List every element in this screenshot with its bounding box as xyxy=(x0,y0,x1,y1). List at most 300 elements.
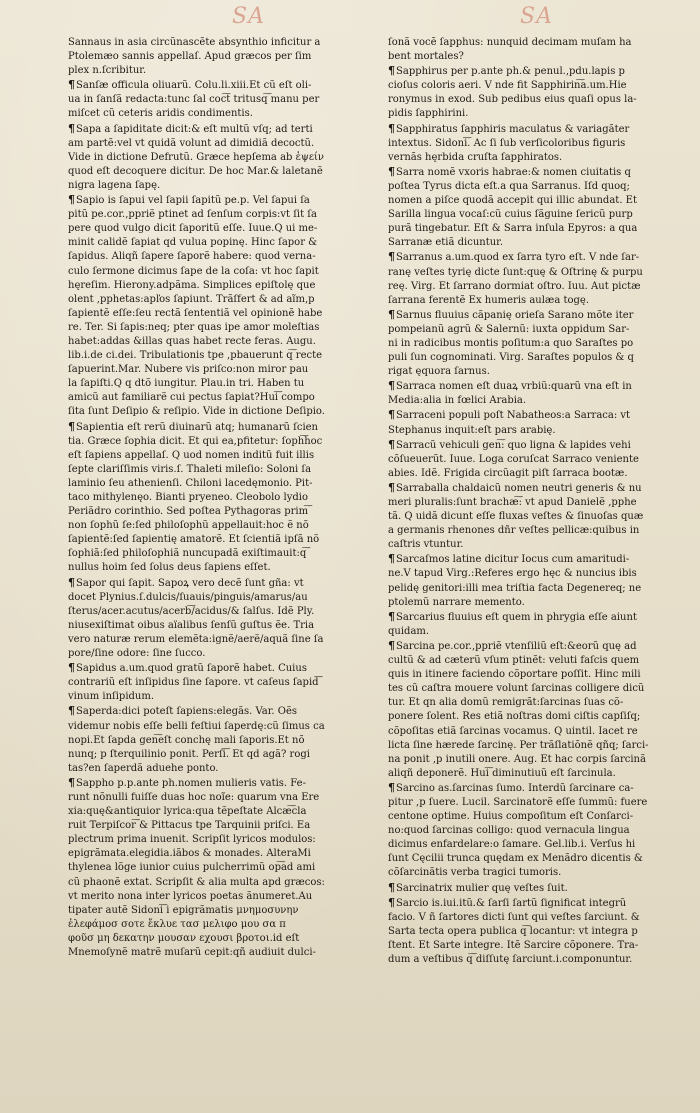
text-line-content: na ponit ,p inutili onere. Aug. Et hac corpis ſarcinã xyxy=(388,753,646,765)
text-line-content: plectrum prima inuenit. Scripſit lyricos modulos: xyxy=(68,834,316,846)
text-line-content: ruit Terpiſcor͠ & Pittacus tpe Tarquinii priſci. Ea xyxy=(68,820,311,832)
text-line xyxy=(68,64,374,78)
text-line xyxy=(68,605,374,619)
text-line xyxy=(388,180,686,194)
text-line-content: Stephanus inquit:eſt pars arabię. xyxy=(388,424,556,436)
text-line-content: Sarranus a.um.quod ex ſarra tyro eſt. V nde ſar- xyxy=(396,252,640,264)
text-line xyxy=(68,50,374,64)
text-line xyxy=(68,250,374,264)
pilcrow-icon: ¶ xyxy=(388,895,395,909)
text-line xyxy=(388,796,686,810)
pilcrow-icon: ¶ xyxy=(68,193,75,207)
text-line xyxy=(68,405,374,419)
text-line-content: Media:alia in fœlici Arabia. xyxy=(388,395,527,407)
text-line xyxy=(388,467,686,481)
text-line xyxy=(388,165,686,180)
text-line xyxy=(68,505,374,519)
pilcrow-icon: ¶ xyxy=(68,575,75,589)
text-line-content: Sarcinatrix mulier quę veſtes ſuit. xyxy=(396,882,568,894)
dictionary-entry xyxy=(68,122,374,193)
text-line xyxy=(388,351,686,365)
dictionary-entry xyxy=(388,481,686,552)
text-line xyxy=(388,654,686,668)
text-line xyxy=(388,668,686,682)
text-line xyxy=(388,881,686,896)
text-line xyxy=(68,78,374,93)
text-line xyxy=(388,236,686,250)
pilcrow-icon: ¶ xyxy=(388,164,395,178)
marginal-marks xyxy=(0,4,700,32)
text-line-content: Sarcaſmos latine dicitur Iocus cum amaritudi- xyxy=(396,554,630,566)
text-line xyxy=(388,911,686,925)
text-line-content: Sapa a ſapiditate dicit:& eſt multũ vſq; ad terti xyxy=(76,123,313,135)
pilcrow-icon: ¶ xyxy=(388,64,395,78)
text-line-content: non ſophũ ſe:ſed philoſophũ appellauit:hoc ẽ nõ xyxy=(68,520,309,532)
text-line xyxy=(68,449,374,463)
text-line-content: caſtris vtuntur. xyxy=(388,539,464,551)
text-line-content: a germanis rhenones dñr veſtes pellicæ:quibus in xyxy=(388,525,640,537)
text-line xyxy=(388,394,686,408)
text-line-content: vero naturæ rerum elemẽta:ignẽ/aerẽ/aquã ſine ſa xyxy=(68,633,324,645)
text-line xyxy=(388,739,686,753)
text-line xyxy=(68,932,374,946)
text-line-content: Sanſæ officula oliuarũ. Colu.li.xiii.Et cũ eſt oli- xyxy=(76,80,312,92)
text-line xyxy=(68,122,374,137)
text-line xyxy=(68,137,374,151)
text-line xyxy=(388,379,686,394)
text-line-content: nigra lagena ſapę. xyxy=(68,179,161,191)
dictionary-entry xyxy=(388,781,686,881)
text-line xyxy=(388,567,686,581)
text-line-content: cultũ & ad cæterũ vſum ptinẽt: veluti faſcis quem xyxy=(388,655,640,667)
text-line-content: hęreſim. Hierony.adpãma. Simplices epiſtolę que xyxy=(68,279,316,291)
text-line-content: reę. Virg. Et ſarrano dormiat oſtro. Iuu. Aut pictæ xyxy=(388,280,641,292)
text-line-content: am partẽ:vel vt quidã volunt ad dimidiã decoctũ. xyxy=(68,137,315,149)
text-line-content: Sapor qui ſapit. Sapoꝝ vero decẽ ſunt gña: vt xyxy=(76,577,304,589)
text-line-content: ſonã vocẽ ſapphus: nunquid decimam muſam ha xyxy=(388,37,632,48)
text-line xyxy=(68,533,374,547)
text-line-content: Sarraca nomen eſt duaꝝ vrbiũ:quarũ vna eſt in xyxy=(396,381,632,393)
text-line-content: meri pluralis:ſunt brachæ͠: vt apud Danielẽ ,pphe xyxy=(388,497,637,508)
text-line-content: ſunt Cęcilii trunca quędam ex Menãdro dicentis & xyxy=(388,853,643,865)
text-line-content: bent mortales? xyxy=(388,51,464,63)
pilcrow-icon: ¶ xyxy=(388,552,395,566)
text-line-content: Sarraballa chaldaicũ nomen neutri generis & nu xyxy=(396,482,642,494)
text-line-content: runt nõnulli fuiſſe duas hoc noĩe: quarum vna Ere xyxy=(68,791,320,803)
text-line-content: Sapio is ſapui vel ſapii ſapitũ pe.p. Vel ſapui ſa xyxy=(76,195,310,207)
text-line-content: tipater autẽ Sidoni͠ i epigrãmatis μνημοσυνην xyxy=(68,904,299,916)
text-line xyxy=(68,363,374,377)
text-line-content: tes cũ caſtra mouere volunt ſarcinas colligere dicũ xyxy=(388,683,645,695)
text-line-content: no:quod ſarcinas colligo: quod vernacula lingua xyxy=(388,825,630,837)
dictionary-entry xyxy=(388,408,686,437)
pilcrow-icon: ¶ xyxy=(388,250,395,264)
text-line xyxy=(68,805,374,819)
dictionary-entry xyxy=(68,661,374,704)
text-line-content: ſarrana ferentẽ Ex humeris aulæa togę. xyxy=(388,294,590,306)
text-line xyxy=(388,64,686,79)
text-line-content: cõſueuerũt. Iuue. Loga coruſcat Sarraco veniente xyxy=(388,453,639,465)
text-line-content: ua in ſanſã redacta:tunc ſal coc͠t tritusq͠ manu per xyxy=(68,94,320,106)
text-line xyxy=(68,661,374,676)
text-line xyxy=(68,349,374,363)
text-line-content: ſapientẽ:ſed ſapientię amatorẽ. Et ſcientiã ipſã nõ xyxy=(68,534,320,546)
text-line xyxy=(388,208,686,222)
text-line-content: ponere ſolent. Res etiã noſtras domi ciſtis capſiſq; xyxy=(388,711,641,723)
pilcrow-icon: ¶ xyxy=(388,880,395,894)
text-line xyxy=(388,838,686,852)
text-line-content: ſtent. Et Sarte integre. Itẽ Sarcire cõponere. Tra- xyxy=(388,939,639,951)
pilcrow-icon: ¶ xyxy=(68,121,75,135)
dictionary-entry xyxy=(68,704,374,775)
text-line xyxy=(68,179,374,193)
text-line-content: videmur nobis eſſe belli feſtiui ſaperdę:cũ ſimus ca xyxy=(68,720,325,732)
text-line xyxy=(388,438,686,453)
text-line xyxy=(68,377,374,391)
text-line xyxy=(388,510,686,524)
text-line-content: Saperda:dici poteſt ſapiens:elegãs. Var. Oẽs xyxy=(76,706,298,718)
text-line xyxy=(68,776,374,791)
text-line-content: pitũ pe.cor.,ppriẽ ptinet ad ſenſum corpis:vt ſit ſa xyxy=(68,209,317,221)
text-line-content: niusexiſtimat oibus aïalibus ſenſũ guſtus ẽe. Tria xyxy=(68,619,315,631)
text-line-content: poſtea Tyrus dicta eſt.a qua Sarranus. Iſd quoq; xyxy=(388,180,630,192)
text-line-content: ſapidus. Aliqñ ſapere ſaporẽ habere: quod verna- xyxy=(68,251,316,263)
text-line-content: Sarcio is.iui.itũ.& ſarſi ſartũ ſignificat integrũ xyxy=(396,897,627,909)
text-line xyxy=(388,137,686,151)
text-line xyxy=(68,876,374,890)
text-line xyxy=(68,748,374,762)
text-line xyxy=(68,93,374,107)
dictionary-entry xyxy=(68,36,374,78)
text-line xyxy=(68,477,374,491)
text-line xyxy=(388,496,686,510)
text-line-content: cioſus coloris aeri. V nde fit Sapphirin͠a.um.Hie xyxy=(388,80,627,92)
text-line xyxy=(68,591,374,605)
text-line xyxy=(388,50,686,64)
text-line-content: Ptolemæo sannis appellaſ. Apud græcos per ſim xyxy=(68,51,312,63)
text-line xyxy=(388,194,686,208)
text-line xyxy=(388,280,686,294)
text-line-content: ſita ſunt Deſipio & reſipio. Vide in dictione Deſipio. xyxy=(68,406,325,418)
text-line-content: φοῦσ μη δεκατην μουσαν εχουσι βροτοι.id eſt xyxy=(68,932,300,944)
text-line-content: ſterus/acer.acutus/acerb͠/acidus/& ſalſus. Idẽ Ply. xyxy=(68,605,315,617)
text-line-content: culo ſermone dicimus ſape de la coſa: vt hoc ſapit xyxy=(68,265,319,277)
text-line-content: ſepte clariſſimis viris.ſ. Thaleti mileſio: Soloni ſa xyxy=(68,463,312,475)
text-line xyxy=(68,791,374,805)
text-line-content: Mnemoſynẽ matrẽ muſarũ cepit:qñ audiuit dulci- xyxy=(68,947,316,958)
pilcrow-icon: ¶ xyxy=(388,408,395,422)
dictionary-entry xyxy=(68,576,374,662)
text-line-content: ronymus in exod. Sub pedibus eius quaſi opus la- xyxy=(388,94,637,106)
text-line-content: nunq; p ſterquilinio ponit. Perſi͠. Et qd agã? rogi xyxy=(68,748,310,760)
text-line-content: tas?en ſaperdã aduehe ponto. xyxy=(68,762,219,774)
text-line-content: ptolemũ narrare memento. xyxy=(388,596,525,608)
text-line-content: vinum inſipidum. xyxy=(68,691,155,703)
text-line xyxy=(388,725,686,739)
text-line-content: vernãs hęrbida cruſta ſapphiratos. xyxy=(388,151,563,163)
text-line-content: Sannaus in asia circũnascẽte absynthio inficitur a xyxy=(68,37,321,48)
text-line xyxy=(68,222,374,236)
text-line xyxy=(388,266,686,280)
text-line xyxy=(388,79,686,93)
pilcrow-icon: ¶ xyxy=(388,609,395,623)
text-line xyxy=(68,861,374,875)
text-line xyxy=(388,524,686,538)
text-line xyxy=(388,408,686,423)
text-line xyxy=(68,647,374,661)
dictionary-entry xyxy=(388,610,686,639)
text-line xyxy=(388,610,686,625)
text-line-content: Sapientia eſt rerũ diuinarũ atq; humanarũ ſcien xyxy=(76,421,318,433)
text-line-content: miſcet cũ ceteris aridis condimentis. xyxy=(68,108,253,120)
text-line xyxy=(68,561,374,575)
dictionary-entry xyxy=(388,122,686,165)
pilcrow-icon: ¶ xyxy=(388,780,395,794)
text-line-content: lib.i.de ci.dei. Tribulationis tpe ,pbauerunt q͠ recte xyxy=(68,350,323,362)
text-line-content: pompeianũ agrũ & Salernũ: iuxta oppidum Sar- xyxy=(388,323,630,335)
text-line xyxy=(388,308,686,323)
text-line xyxy=(388,222,686,236)
text-line xyxy=(68,151,374,165)
text-line xyxy=(68,36,374,50)
text-line xyxy=(388,538,686,552)
text-line-content: re. Ter. Si ſapis:neq; pter quas ipe amor moleſtias xyxy=(68,321,320,333)
text-line xyxy=(388,639,686,654)
text-line-content: pidis ſapphirini. xyxy=(388,108,469,120)
text-line-content: puli ſun cognominati. Virg. Saraſtes populos & q xyxy=(388,352,634,364)
text-line-content: Periãdro corinthio. Sed poſtea Pythagoras prim͠ xyxy=(68,506,309,518)
marginal-mark-left: SA xyxy=(232,4,265,29)
text-line-content: vt merito nona inter lyricos poetas ãnumeret.Au xyxy=(68,890,313,902)
text-line xyxy=(68,265,374,279)
text-line-content: tia. Græce ſophia dicit. Et qui ea,pfitetur: ſoph͠hoc xyxy=(68,435,323,447)
dictionary-entry xyxy=(388,36,686,64)
text-line xyxy=(68,193,374,208)
text-line xyxy=(68,704,374,719)
text-line-content: cũ phaonẽ extat. Scripſit & alia multa apd græcos: xyxy=(68,876,325,888)
text-line-content: nullus hoim ſed ſolus deus ſapiens eſſet. xyxy=(68,562,271,574)
text-line-content: ſophiã:ſed philoſophiã nuncupadã exiſtimauit:q͠ xyxy=(68,548,307,560)
text-line xyxy=(68,491,374,505)
text-line-content: Sarracũ vehiculi gen͠: quo ligna & lapides vehi xyxy=(396,439,631,451)
text-line xyxy=(68,720,374,734)
text-line-content: contrariũ eſt inſipidus ſine ſapore. vt caſeus ſapid͠ xyxy=(68,677,319,689)
dictionary-entry xyxy=(388,250,686,307)
dictionary-entry xyxy=(388,881,686,896)
text-line xyxy=(388,710,686,724)
text-line xyxy=(388,323,686,337)
text-line xyxy=(388,625,686,639)
dictionary-entry xyxy=(388,308,686,379)
text-line-content: Sarilla lingua vocaſ:cũ cuius ſãguine ſericũ purp xyxy=(388,209,633,221)
text-line-content: Sarranæ etiã dicuntur. xyxy=(388,237,504,249)
text-line xyxy=(68,890,374,904)
pilcrow-icon: ¶ xyxy=(68,419,75,433)
text-line xyxy=(388,753,686,767)
pilcrow-icon: ¶ xyxy=(68,704,75,718)
text-line xyxy=(68,463,374,477)
text-line xyxy=(388,953,686,967)
text-line xyxy=(68,576,374,591)
text-line-content: abies. Idẽ. Frigida circũagit piſt ſarraca bootæ. xyxy=(388,467,628,479)
text-line xyxy=(68,918,374,932)
text-line-content: olent ,pphetas:apľos ſapiunt. Trãſfert & ad aĩm,p xyxy=(68,293,315,305)
text-line xyxy=(388,682,686,696)
text-line-content: Sarcarius fluuius eſt quem in phrygia eſſe aiunt xyxy=(396,611,637,623)
text-line-content: taco mithylenęo. Bianti pryeneo. Cleobolo lydio xyxy=(68,492,308,503)
text-line-content: dicimus enfardelare:o ſamare. Gel.lib.i. Verſus hi xyxy=(388,839,636,851)
text-line-content: plex n.ſcribitur. xyxy=(68,65,147,77)
dictionary-entry xyxy=(388,552,686,609)
text-line xyxy=(68,236,374,250)
text-line xyxy=(68,391,374,405)
text-line xyxy=(388,481,686,496)
pilcrow-icon: ¶ xyxy=(388,121,395,135)
text-line-content: Sarnus fluuius cãpanię orieſa Sarano mõte iter xyxy=(396,309,634,321)
text-line-content: pelidę genitori:illi mea triſtia facta Degenereq; ne xyxy=(388,582,642,594)
text-line xyxy=(388,36,686,50)
text-line xyxy=(388,250,686,265)
text-line xyxy=(388,294,686,308)
text-line-content: Vide in dictione Defrutũ. Græce hepſema ab ἑψείν xyxy=(68,151,325,163)
text-line-content: minit calidẽ ſapiat qd vulua popinę. Hinc ſapor & xyxy=(68,237,318,249)
text-line xyxy=(388,582,686,596)
text-line xyxy=(68,633,374,647)
text-line-content: ni in radicibus montis poſitum:a quo Saraſtes po xyxy=(388,337,634,349)
text-line xyxy=(388,781,686,796)
pilcrow-icon: ¶ xyxy=(68,78,75,92)
text-line-content: laminio ſeu athenienſi. Chiloni lacedęmonio. Pit- xyxy=(68,477,313,489)
pilcrow-icon: ¶ xyxy=(388,638,395,652)
text-line xyxy=(388,852,686,866)
pilcrow-icon: ¶ xyxy=(68,661,75,675)
dictionary-entry xyxy=(68,776,374,960)
text-line-content: quidam. xyxy=(388,625,430,637)
text-line xyxy=(68,519,374,533)
text-line-content: xia:quę&antiquior lyrica:qua tẽpeſtate Alcæ͠cla xyxy=(68,806,307,818)
text-line-content: Sarcina pe.cor.,ppriẽ vtenſiliũ eſt:&eorũ quę ad xyxy=(396,640,637,652)
text-line-content: docet Plynius.ſ.dulcis/ſuauis/pinguis/amarus/au xyxy=(68,591,308,603)
text-line xyxy=(68,762,374,776)
text-line xyxy=(388,939,686,953)
text-line xyxy=(388,925,686,939)
dictionary-entry xyxy=(388,639,686,781)
pilcrow-icon: ¶ xyxy=(388,379,395,393)
text-line xyxy=(68,946,374,960)
dictionary-entry xyxy=(388,896,686,967)
text-line xyxy=(68,307,374,321)
text-line xyxy=(388,151,686,165)
text-line-content: cõſarcinãtis verba tragici tumoris. xyxy=(388,867,562,879)
text-line-content: pore/ſine odore: ſine ſucco. xyxy=(68,648,206,660)
text-line-content: tã. Q uidã dicunt eſſe fluxas veſtes & ſinuoſas quæ xyxy=(388,511,644,523)
text-line xyxy=(68,435,374,449)
text-line-content: nomen a piſce quodã accepit qui illic abundat. Et xyxy=(388,195,637,207)
text-line xyxy=(68,165,374,179)
text-line xyxy=(68,819,374,833)
text-line-content: quis in itinere faciendo cõportare poſſit. Hinc mili xyxy=(388,669,641,681)
text-line xyxy=(388,93,686,107)
text-line xyxy=(68,208,374,222)
text-line-content: Sappho p.p.ante ph.nomen mulieris vatis. Fe- xyxy=(76,777,306,789)
dictionary-entry xyxy=(68,420,374,576)
text-line-content: rigat ęquora ſarnus. xyxy=(388,366,490,378)
text-line xyxy=(68,547,374,561)
text-line-content: pitur ,p ſuere. Lucil. Sarcinatorẽ eſſe ſummũ: fuere xyxy=(388,796,648,808)
pilcrow-icon: ¶ xyxy=(68,775,75,789)
right-column xyxy=(388,36,686,967)
text-line-content: ſapuerint.Mar. Nubere vis priſco:non miror pau xyxy=(68,364,309,376)
text-line xyxy=(388,696,686,710)
text-line-content: intextus. Sidoni͠. Ac ſi ſub verſicoloribus figuris xyxy=(388,137,626,149)
text-line-content: Sarra nomẽ vxoris habrae:& nomen ciuitatis q xyxy=(396,166,631,178)
text-line xyxy=(68,420,374,435)
text-line xyxy=(388,337,686,351)
text-line xyxy=(68,904,374,918)
text-line xyxy=(388,596,686,610)
text-line-content: Sapphiratus ſapphiris maculatus & variagãter xyxy=(396,123,630,135)
text-line xyxy=(388,810,686,824)
text-line xyxy=(388,122,686,137)
text-line xyxy=(388,365,686,379)
dictionary-entry xyxy=(388,379,686,408)
text-line xyxy=(388,424,686,438)
text-line-content: nopi.Et ſapda gen͠eſt conchę mali ſaporis.Et nõ xyxy=(68,734,305,746)
text-line xyxy=(388,767,686,781)
dictionary-entry xyxy=(388,64,686,121)
text-line xyxy=(68,690,374,704)
dictionary-entry xyxy=(388,438,686,481)
text-line-content: dum a veſtibus q͠ diſſutę ſarciunt.i.componuntur. xyxy=(388,954,633,965)
text-line xyxy=(68,279,374,293)
text-line-content: cõpoſitas etiã ſarcinas vocamus. Q uintil. Iacet re xyxy=(388,725,638,737)
text-line-content: quod eſt decoquere dicitur. De hoc Mar.& laletanẽ xyxy=(68,165,323,177)
left-column xyxy=(68,36,374,960)
dictionary-entry xyxy=(68,193,374,420)
marginal-mark-right: SA xyxy=(520,4,553,29)
text-line-content: licta ſine hærede ſarcinę. Per trãſlatiõnẽ qñq; ſarci- xyxy=(388,739,649,751)
text-line xyxy=(388,896,686,911)
text-line-content: amicũ aut familiarẽ cui pectus ſapiat?Hui͠ compo xyxy=(68,392,315,404)
text-line xyxy=(68,619,374,633)
text-line-content: ἐλεφάμοσ σοτε ἔκλυε τασ μελιφο μου σα π xyxy=(68,918,286,930)
pilcrow-icon: ¶ xyxy=(388,437,395,451)
text-line-content: Sapidus a.um.quod gratũ ſaporẽ habet. Cuius xyxy=(76,663,307,675)
text-line xyxy=(388,824,686,838)
text-line-content: habet:addas &illas quas habet recte feras. Augu. xyxy=(68,335,316,347)
text-line-content: purã tingebatur. Eſt & Sarra inſula Epyros: a qua xyxy=(388,223,638,235)
text-line-content: aliqñ deponerẽ. Hui͠ diminutiuũ eſt ſarcinula. xyxy=(388,767,616,779)
text-line-content: thylenea lõge iunior cuius pulcherrimũ op͠ad ami xyxy=(68,862,316,874)
text-line-content: Sarta tecta opera publica q͠ locantur: vt integra p xyxy=(388,925,638,937)
text-line xyxy=(68,676,374,690)
pilcrow-icon: ¶ xyxy=(388,480,395,494)
text-line-content: centone optime. Huius compoſitum eſt Conſarci- xyxy=(388,811,634,823)
text-line-content: Sapphirus per p.ante ph.& penul.,pdu.lapis p xyxy=(396,66,625,78)
text-line xyxy=(68,293,374,307)
text-line xyxy=(68,847,374,861)
text-line xyxy=(388,107,686,121)
dictionary-entry xyxy=(388,165,686,251)
text-line xyxy=(388,552,686,567)
text-line xyxy=(68,107,374,121)
text-line-content: pere quod vulgo dicit ſaporitũ eſſe. Iuue.Q ui me- xyxy=(68,223,318,235)
text-line xyxy=(388,866,686,880)
text-line-content: ne.V tapud Virg.:Referes ergo hęc & nuncius ibis xyxy=(388,568,637,580)
text-line xyxy=(68,833,374,847)
text-line xyxy=(68,321,374,335)
text-line xyxy=(388,453,686,467)
